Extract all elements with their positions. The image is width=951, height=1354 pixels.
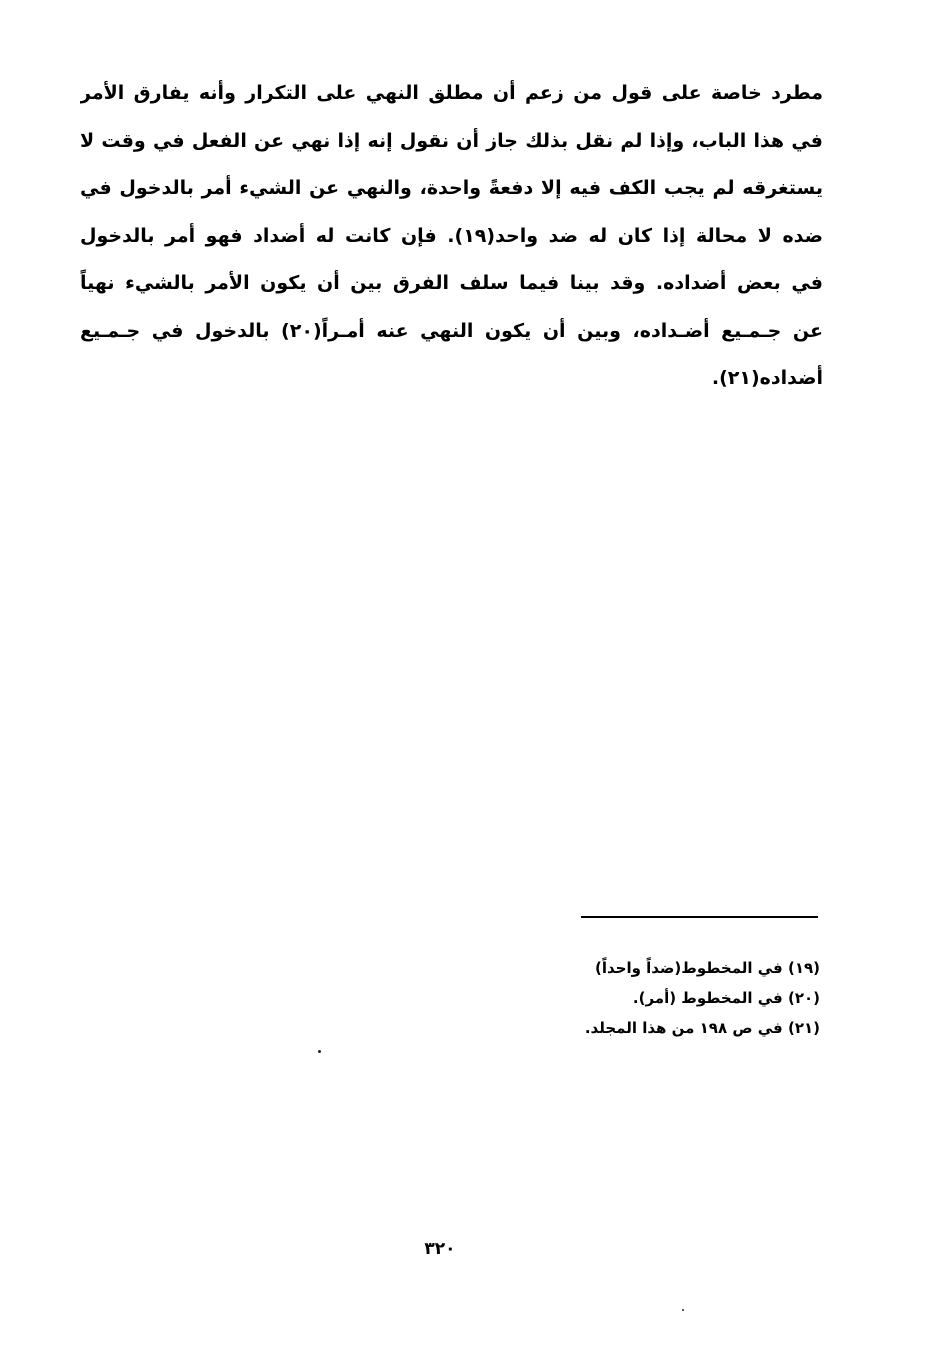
scan-speck bbox=[318, 1050, 321, 1053]
page-number: ٣٢٠ bbox=[424, 1239, 456, 1259]
text-line: مطرد خاصة على قول من زعم أن مطلق النهي على التكرار وأنه يفارق الأمر bbox=[80, 82, 823, 104]
footnote-item: (١٩) في المخطوط(ضداً واحداً) bbox=[594, 959, 820, 977]
text-line: يستغرقه لم يجب الكف فيه إلا دفعةً واحدة، والنهي عن الشيء أمر بالدخول في bbox=[80, 177, 823, 199]
scan-speck bbox=[682, 1309, 684, 1311]
text-line: في هذا الباب، وإذا لم نقل بذلك جاز أن نقول إنه إذا نهي عن الفعل في وقت لا bbox=[80, 129, 823, 152]
footnotes-list bbox=[520, 953, 820, 1043]
footnote-item: (٢١) في ص ١٩٨ من هذا المجلد. bbox=[584, 1019, 820, 1037]
text-line: عن جـمـيع أضـداده، وبين أن يكون النهي عنه أمـراً(٢٠) بالدخول في جـمـيع bbox=[80, 319, 823, 342]
footnote-separator bbox=[581, 916, 818, 918]
text-line: ضده لا محالة إذا كان له ضد واحد(١٩). فإن كانت له أضداد فهو أمر بالدخول bbox=[80, 224, 823, 247]
text-line: في بعض أضداده. وقد بينا فيما سلف الفرق بين أن يكون الأمر بالشيء نهياً bbox=[80, 272, 823, 294]
footnote-item: (٢٠) في المخطوط (أمر). bbox=[632, 989, 820, 1007]
text-line: أضداده(٢١). bbox=[711, 367, 823, 389]
main-paragraph bbox=[80, 70, 823, 403]
